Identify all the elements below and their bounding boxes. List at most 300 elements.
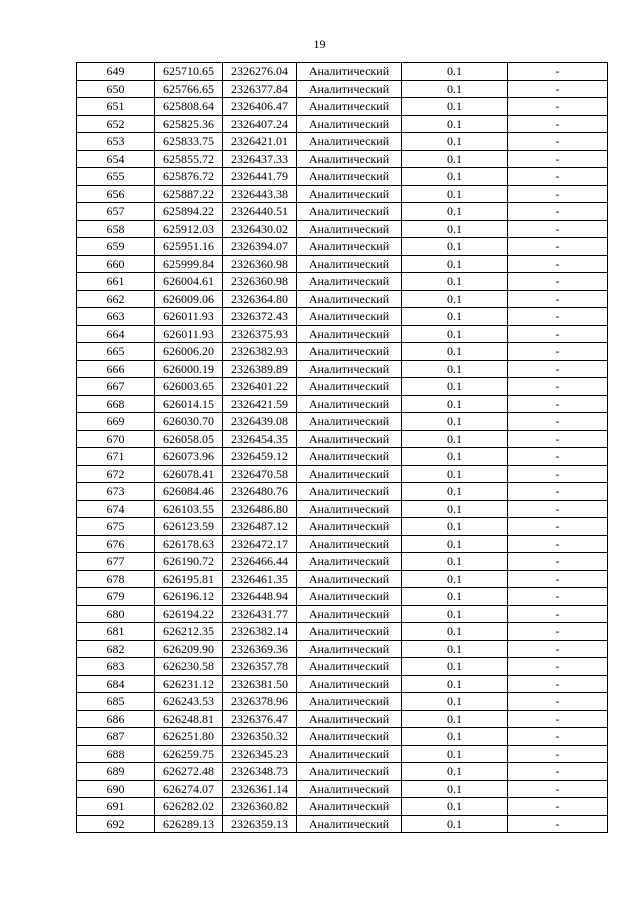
description-cell: - — [508, 238, 608, 256]
accuracy-cell: 0.1 — [402, 168, 508, 186]
point-number-cell: 690 — [77, 780, 155, 798]
method-cell: Аналитический — [297, 133, 402, 151]
table-row — [77, 290, 608, 308]
description-cell: - — [508, 535, 608, 553]
description-cell: - — [508, 465, 608, 483]
accuracy-cell: 0.1 — [402, 308, 508, 326]
accuracy-cell: 0.1 — [402, 500, 508, 518]
x-coordinate-cell: 625999.84 — [155, 255, 223, 273]
description-cell: - — [508, 325, 608, 343]
accuracy-cell: 0.1 — [402, 133, 508, 151]
method-cell: Аналитический — [297, 710, 402, 728]
description-cell: - — [508, 763, 608, 781]
accuracy-cell: 0.1 — [402, 570, 508, 588]
accuracy-cell: 0.1 — [402, 448, 508, 466]
y-coordinate-cell: 2326472.17 — [223, 535, 297, 553]
accuracy-cell: 0.1 — [402, 395, 508, 413]
description-cell: - — [508, 133, 608, 151]
x-coordinate-cell: 626006.20 — [155, 343, 223, 361]
accuracy-cell: 0.1 — [402, 518, 508, 536]
x-coordinate-cell: 626000.19 — [155, 360, 223, 378]
x-coordinate-cell: 626248.81 — [155, 710, 223, 728]
description-cell: - — [508, 483, 608, 501]
description-cell: - — [508, 290, 608, 308]
accuracy-cell: 0.1 — [402, 430, 508, 448]
y-coordinate-cell: 2326454.35 — [223, 430, 297, 448]
point-number-cell: 692 — [77, 815, 155, 833]
accuracy-cell: 0.1 — [402, 605, 508, 623]
table-row — [77, 150, 608, 168]
y-coordinate-cell: 2326369.36 — [223, 640, 297, 658]
x-coordinate-cell: 625825.36 — [155, 115, 223, 133]
method-cell: Аналитический — [297, 763, 402, 781]
point-number-cell: 655 — [77, 168, 155, 186]
description-cell: - — [508, 115, 608, 133]
point-number-cell: 688 — [77, 745, 155, 763]
x-coordinate-cell: 625912.03 — [155, 220, 223, 238]
y-coordinate-cell: 2326459.12 — [223, 448, 297, 466]
point-number-cell: 669 — [77, 413, 155, 431]
x-coordinate-cell: 625833.75 — [155, 133, 223, 151]
y-coordinate-cell: 2326394.07 — [223, 238, 297, 256]
x-coordinate-cell: 626009.06 — [155, 290, 223, 308]
table-row — [77, 623, 608, 641]
point-number-cell: 650 — [77, 80, 155, 98]
accuracy-cell: 0.1 — [402, 413, 508, 431]
coordinates-table-body — [77, 63, 608, 833]
table-row — [77, 413, 608, 431]
description-cell: - — [508, 675, 608, 693]
description-cell: - — [508, 185, 608, 203]
y-coordinate-cell: 2326430.02 — [223, 220, 297, 238]
method-cell: Аналитический — [297, 203, 402, 221]
table-row — [77, 308, 608, 326]
method-cell: Аналитический — [297, 500, 402, 518]
point-number-cell: 663 — [77, 308, 155, 326]
accuracy-cell: 0.1 — [402, 343, 508, 361]
y-coordinate-cell: 2326470.58 — [223, 465, 297, 483]
x-coordinate-cell: 626190.72 — [155, 553, 223, 571]
point-number-cell: 680 — [77, 605, 155, 623]
accuracy-cell: 0.1 — [402, 780, 508, 798]
y-coordinate-cell: 2326372.43 — [223, 308, 297, 326]
table-row — [77, 395, 608, 413]
description-cell: - — [508, 360, 608, 378]
x-coordinate-cell: 626014.15 — [155, 395, 223, 413]
accuracy-cell: 0.1 — [402, 238, 508, 256]
y-coordinate-cell: 2326345.23 — [223, 745, 297, 763]
table-row — [77, 483, 608, 501]
x-coordinate-cell: 625894.22 — [155, 203, 223, 221]
accuracy-cell: 0.1 — [402, 658, 508, 676]
x-coordinate-cell: 626073.96 — [155, 448, 223, 466]
point-number-cell: 652 — [77, 115, 155, 133]
y-coordinate-cell: 2326276.04 — [223, 63, 297, 81]
y-coordinate-cell: 2326350.32 — [223, 728, 297, 746]
method-cell: Аналитический — [297, 588, 402, 606]
table-row — [77, 378, 608, 396]
y-coordinate-cell: 2326357.78 — [223, 658, 297, 676]
y-coordinate-cell: 2326376.47 — [223, 710, 297, 728]
description-cell: - — [508, 693, 608, 711]
description-cell: - — [508, 798, 608, 816]
table-row — [77, 168, 608, 186]
x-coordinate-cell: 626003.65 — [155, 378, 223, 396]
method-cell: Аналитический — [297, 448, 402, 466]
y-coordinate-cell: 2326378.96 — [223, 693, 297, 711]
table-row — [77, 798, 608, 816]
y-coordinate-cell: 2326431.77 — [223, 605, 297, 623]
table-row — [77, 343, 608, 361]
method-cell: Аналитический — [297, 185, 402, 203]
accuracy-cell: 0.1 — [402, 623, 508, 641]
description-cell: - — [508, 570, 608, 588]
y-coordinate-cell: 2326359.13 — [223, 815, 297, 833]
point-number-cell: 670 — [77, 430, 155, 448]
accuracy-cell: 0.1 — [402, 273, 508, 291]
method-cell: Аналитический — [297, 273, 402, 291]
x-coordinate-cell: 625710.65 — [155, 63, 223, 81]
point-number-cell: 689 — [77, 763, 155, 781]
coordinates-table — [76, 62, 608, 833]
table-row — [77, 238, 608, 256]
method-cell: Аналитический — [297, 255, 402, 273]
point-number-cell: 666 — [77, 360, 155, 378]
point-number-cell: 676 — [77, 535, 155, 553]
x-coordinate-cell: 626058.05 — [155, 430, 223, 448]
table-row — [77, 658, 608, 676]
x-coordinate-cell: 625855.72 — [155, 150, 223, 168]
method-cell: Аналитический — [297, 308, 402, 326]
method-cell: Аналитический — [297, 325, 402, 343]
method-cell: Аналитический — [297, 115, 402, 133]
description-cell: - — [508, 623, 608, 641]
y-coordinate-cell: 2326437.33 — [223, 150, 297, 168]
method-cell: Аналитический — [297, 798, 402, 816]
table-row — [77, 518, 608, 536]
point-number-cell: 659 — [77, 238, 155, 256]
method-cell: Аналитический — [297, 675, 402, 693]
y-coordinate-cell: 2326461.35 — [223, 570, 297, 588]
x-coordinate-cell: 625808.64 — [155, 98, 223, 116]
x-coordinate-cell: 626196.12 — [155, 588, 223, 606]
accuracy-cell: 0.1 — [402, 675, 508, 693]
x-coordinate-cell: 625766.65 — [155, 80, 223, 98]
point-number-cell: 654 — [77, 150, 155, 168]
accuracy-cell: 0.1 — [402, 80, 508, 98]
x-coordinate-cell: 626259.75 — [155, 745, 223, 763]
y-coordinate-cell: 2326406.47 — [223, 98, 297, 116]
table-row — [77, 448, 608, 466]
description-cell: - — [508, 640, 608, 658]
point-number-cell: 677 — [77, 553, 155, 571]
point-number-cell: 660 — [77, 255, 155, 273]
accuracy-cell: 0.1 — [402, 203, 508, 221]
y-coordinate-cell: 2326440.51 — [223, 203, 297, 221]
accuracy-cell: 0.1 — [402, 553, 508, 571]
table-row — [77, 430, 608, 448]
x-coordinate-cell: 626084.46 — [155, 483, 223, 501]
table-row — [77, 98, 608, 116]
x-coordinate-cell: 626230.58 — [155, 658, 223, 676]
description-cell: - — [508, 605, 608, 623]
accuracy-cell: 0.1 — [402, 63, 508, 81]
point-number-cell: 683 — [77, 658, 155, 676]
description-cell: - — [508, 518, 608, 536]
y-coordinate-cell: 2326443.38 — [223, 185, 297, 203]
x-coordinate-cell: 626274.07 — [155, 780, 223, 798]
y-coordinate-cell: 2326360.98 — [223, 273, 297, 291]
y-coordinate-cell: 2326382.93 — [223, 343, 297, 361]
x-coordinate-cell: 626194.22 — [155, 605, 223, 623]
point-number-cell: 678 — [77, 570, 155, 588]
x-coordinate-cell: 626011.93 — [155, 325, 223, 343]
y-coordinate-cell: 2326377.84 — [223, 80, 297, 98]
point-number-cell: 681 — [77, 623, 155, 641]
method-cell: Аналитический — [297, 343, 402, 361]
method-cell: Аналитический — [297, 378, 402, 396]
method-cell: Аналитический — [297, 150, 402, 168]
table-row — [77, 203, 608, 221]
point-number-cell: 651 — [77, 98, 155, 116]
accuracy-cell: 0.1 — [402, 693, 508, 711]
description-cell: - — [508, 745, 608, 763]
point-number-cell: 657 — [77, 203, 155, 221]
y-coordinate-cell: 2326407.24 — [223, 115, 297, 133]
point-number-cell: 686 — [77, 710, 155, 728]
x-coordinate-cell: 626078.41 — [155, 465, 223, 483]
method-cell: Аналитический — [297, 640, 402, 658]
point-number-cell: 649 — [77, 63, 155, 81]
table-row — [77, 115, 608, 133]
description-cell: - — [508, 63, 608, 81]
table-row — [77, 693, 608, 711]
accuracy-cell: 0.1 — [402, 115, 508, 133]
description-cell: - — [508, 98, 608, 116]
x-coordinate-cell: 626231.12 — [155, 675, 223, 693]
description-cell: - — [508, 80, 608, 98]
x-coordinate-cell: 626212.35 — [155, 623, 223, 641]
method-cell: Аналитический — [297, 168, 402, 186]
method-cell: Аналитический — [297, 623, 402, 641]
method-cell: Аналитический — [297, 483, 402, 501]
description-cell: - — [508, 448, 608, 466]
method-cell: Аналитический — [297, 780, 402, 798]
method-cell: Аналитический — [297, 63, 402, 81]
description-cell: - — [508, 378, 608, 396]
method-cell: Аналитический — [297, 815, 402, 833]
y-coordinate-cell: 2326487.12 — [223, 518, 297, 536]
point-number-cell: 684 — [77, 675, 155, 693]
table-row — [77, 273, 608, 291]
point-number-cell: 685 — [77, 693, 155, 711]
point-number-cell: 679 — [77, 588, 155, 606]
table-row — [77, 185, 608, 203]
method-cell: Аналитический — [297, 728, 402, 746]
table-row — [77, 728, 608, 746]
x-coordinate-cell: 626282.02 — [155, 798, 223, 816]
table-row — [77, 535, 608, 553]
description-cell: - — [508, 588, 608, 606]
description-cell: - — [508, 308, 608, 326]
point-number-cell: 691 — [77, 798, 155, 816]
y-coordinate-cell: 2326421.01 — [223, 133, 297, 151]
accuracy-cell: 0.1 — [402, 98, 508, 116]
point-number-cell: 668 — [77, 395, 155, 413]
table-row — [77, 325, 608, 343]
description-cell: - — [508, 553, 608, 571]
table-row — [77, 500, 608, 518]
y-coordinate-cell: 2326360.98 — [223, 255, 297, 273]
y-coordinate-cell: 2326466.44 — [223, 553, 297, 571]
x-coordinate-cell: 625887.22 — [155, 185, 223, 203]
y-coordinate-cell: 2326441.79 — [223, 168, 297, 186]
accuracy-cell: 0.1 — [402, 535, 508, 553]
method-cell: Аналитический — [297, 570, 402, 588]
description-cell: - — [508, 273, 608, 291]
x-coordinate-cell: 625876.72 — [155, 168, 223, 186]
y-coordinate-cell: 2326364.80 — [223, 290, 297, 308]
accuracy-cell: 0.1 — [402, 763, 508, 781]
x-coordinate-cell: 626004.61 — [155, 273, 223, 291]
accuracy-cell: 0.1 — [402, 185, 508, 203]
accuracy-cell: 0.1 — [402, 710, 508, 728]
y-coordinate-cell: 2326381.50 — [223, 675, 297, 693]
accuracy-cell: 0.1 — [402, 640, 508, 658]
description-cell: - — [508, 150, 608, 168]
accuracy-cell: 0.1 — [402, 745, 508, 763]
table-row — [77, 588, 608, 606]
accuracy-cell: 0.1 — [402, 325, 508, 343]
table-row — [77, 745, 608, 763]
x-coordinate-cell: 626103.55 — [155, 500, 223, 518]
y-coordinate-cell: 2326382.14 — [223, 623, 297, 641]
x-coordinate-cell: 625951.16 — [155, 238, 223, 256]
x-coordinate-cell: 626243.53 — [155, 693, 223, 711]
table-row — [77, 815, 608, 833]
point-number-cell: 674 — [77, 500, 155, 518]
x-coordinate-cell: 626030.70 — [155, 413, 223, 431]
y-coordinate-cell: 2326421.59 — [223, 395, 297, 413]
table-row — [77, 605, 608, 623]
accuracy-cell: 0.1 — [402, 588, 508, 606]
accuracy-cell: 0.1 — [402, 483, 508, 501]
description-cell: - — [508, 430, 608, 448]
point-number-cell: 673 — [77, 483, 155, 501]
method-cell: Аналитический — [297, 465, 402, 483]
description-cell: - — [508, 220, 608, 238]
x-coordinate-cell: 626195.81 — [155, 570, 223, 588]
accuracy-cell: 0.1 — [402, 728, 508, 746]
description-cell: - — [508, 728, 608, 746]
accuracy-cell: 0.1 — [402, 220, 508, 238]
table-row — [77, 710, 608, 728]
y-coordinate-cell: 2326401.22 — [223, 378, 297, 396]
y-coordinate-cell: 2326348.73 — [223, 763, 297, 781]
x-coordinate-cell: 626123.59 — [155, 518, 223, 536]
page-number: 19 — [313, 37, 326, 51]
table-row — [77, 133, 608, 151]
point-number-cell: 675 — [77, 518, 155, 536]
table-row — [77, 63, 608, 81]
table-row — [77, 80, 608, 98]
point-number-cell: 661 — [77, 273, 155, 291]
point-number-cell: 658 — [77, 220, 155, 238]
point-number-cell: 667 — [77, 378, 155, 396]
method-cell: Аналитический — [297, 745, 402, 763]
table-row — [77, 465, 608, 483]
table-row — [77, 763, 608, 781]
accuracy-cell: 0.1 — [402, 815, 508, 833]
y-coordinate-cell: 2326361.14 — [223, 780, 297, 798]
method-cell: Аналитический — [297, 80, 402, 98]
y-coordinate-cell: 2326486.80 — [223, 500, 297, 518]
description-cell: - — [508, 203, 608, 221]
table-row — [77, 640, 608, 658]
point-number-cell: 687 — [77, 728, 155, 746]
method-cell: Аналитический — [297, 553, 402, 571]
x-coordinate-cell: 626178.63 — [155, 535, 223, 553]
point-number-cell: 664 — [77, 325, 155, 343]
description-cell: - — [508, 710, 608, 728]
method-cell: Аналитический — [297, 290, 402, 308]
point-number-cell: 671 — [77, 448, 155, 466]
method-cell: Аналитический — [297, 220, 402, 238]
description-cell: - — [508, 413, 608, 431]
method-cell: Аналитический — [297, 98, 402, 116]
description-cell: - — [508, 780, 608, 798]
x-coordinate-cell: 626209.90 — [155, 640, 223, 658]
accuracy-cell: 0.1 — [402, 378, 508, 396]
y-coordinate-cell: 2326375.93 — [223, 325, 297, 343]
description-cell: - — [508, 500, 608, 518]
point-number-cell: 662 — [77, 290, 155, 308]
x-coordinate-cell: 626251.80 — [155, 728, 223, 746]
x-coordinate-cell: 626011.93 — [155, 308, 223, 326]
accuracy-cell: 0.1 — [402, 465, 508, 483]
table-row — [77, 675, 608, 693]
description-cell: - — [508, 343, 608, 361]
point-number-cell: 665 — [77, 343, 155, 361]
accuracy-cell: 0.1 — [402, 150, 508, 168]
accuracy-cell: 0.1 — [402, 360, 508, 378]
table-row — [77, 553, 608, 571]
table-row — [77, 570, 608, 588]
method-cell: Аналитический — [297, 658, 402, 676]
table-row — [77, 220, 608, 238]
y-coordinate-cell: 2326389.89 — [223, 360, 297, 378]
table-row — [77, 780, 608, 798]
accuracy-cell: 0.1 — [402, 290, 508, 308]
description-cell: - — [508, 255, 608, 273]
method-cell: Аналитический — [297, 605, 402, 623]
method-cell: Аналитический — [297, 395, 402, 413]
accuracy-cell: 0.1 — [402, 255, 508, 273]
description-cell: - — [508, 168, 608, 186]
table-row — [77, 255, 608, 273]
method-cell: Аналитический — [297, 413, 402, 431]
x-coordinate-cell: 626289.13 — [155, 815, 223, 833]
description-cell: - — [508, 815, 608, 833]
point-number-cell: 682 — [77, 640, 155, 658]
point-number-cell: 656 — [77, 185, 155, 203]
method-cell: Аналитический — [297, 238, 402, 256]
y-coordinate-cell: 2326480.76 — [223, 483, 297, 501]
description-cell: - — [508, 395, 608, 413]
method-cell: Аналитический — [297, 360, 402, 378]
description-cell: - — [508, 658, 608, 676]
method-cell: Аналитический — [297, 535, 402, 553]
